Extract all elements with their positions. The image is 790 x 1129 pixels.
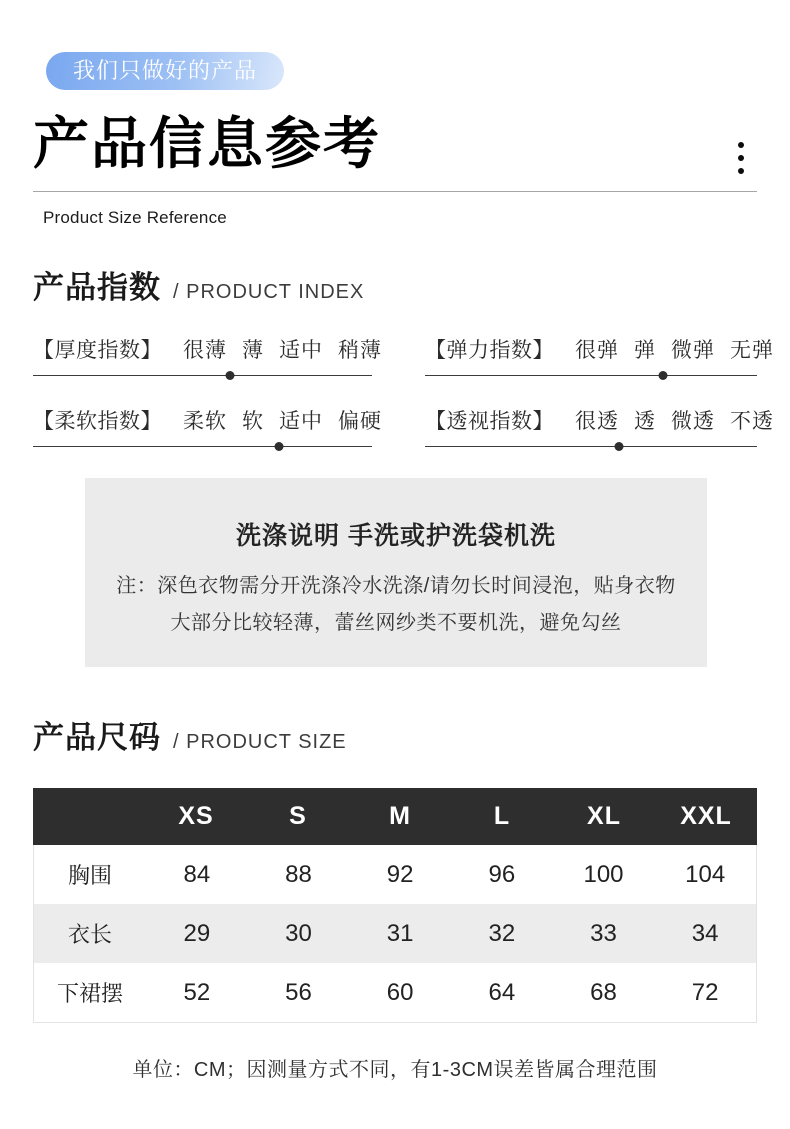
size-table-body <box>33 845 757 1023</box>
washing-title: 洗涤说明 手洗或护洗袋机洗 <box>236 522 556 550</box>
cell-value: 30 <box>285 919 312 947</box>
section-heading-product-size <box>33 712 347 757</box>
cell-value: 31 <box>386 919 414 947</box>
cell-value: 52 <box>183 978 211 1006</box>
cell-value: 88 <box>285 860 312 888</box>
slogan-badge: 我们只做好的产品 <box>46 52 284 90</box>
size-table-header-cell: S <box>289 802 307 830</box>
title-divider <box>33 191 757 192</box>
index-option: 很透 <box>575 410 619 433</box>
index-option: 很弹 <box>575 339 619 362</box>
ellipsis-dot <box>738 168 744 174</box>
index-row-softness <box>33 405 382 447</box>
page-subtitle: Product Size Reference <box>43 208 227 227</box>
index-option: 不透 <box>730 410 774 433</box>
ellipsis-dot <box>738 155 744 161</box>
page-title: 产品信息参考 <box>33 112 381 175</box>
index-option: 无弹 <box>730 339 774 362</box>
unit-note: 单位：CM；因测量方式不同，有1-3CM误差皆属合理范围 <box>132 1059 658 1081</box>
row-label: 胸围 <box>67 863 112 888</box>
index-marker-dot <box>659 371 668 380</box>
product-index-grid <box>33 334 774 447</box>
cell-value: 100 <box>583 860 624 888</box>
index-row-thickness <box>33 334 382 376</box>
size-table-header-cell: XXL <box>680 802 732 830</box>
cell-value: 34 <box>691 919 719 947</box>
index-label: 【弹力指数】 <box>425 339 554 362</box>
cell-value: 96 <box>488 860 516 888</box>
size-table-header-cell: XL <box>587 802 621 830</box>
cell-value: 84 <box>183 860 211 888</box>
section-title-en: / PRODUCT INDEX <box>173 281 365 303</box>
size-table-header-cell: XS <box>178 802 214 830</box>
row-label: 下裙摆 <box>56 981 123 1006</box>
cell-value: 92 <box>386 860 414 888</box>
index-option: 微透 <box>671 410 715 433</box>
size-table-header-row <box>33 788 757 845</box>
cell-value: 33 <box>590 919 617 947</box>
section-heading-product-index <box>33 262 364 307</box>
index-option: 透 <box>634 410 656 433</box>
index-row-elasticity <box>425 334 774 376</box>
size-table-header-cell: L <box>493 802 511 830</box>
cell-value: 29 <box>183 919 211 947</box>
ellipsis-dot <box>738 142 744 148</box>
vertical-ellipsis-icon <box>738 142 744 174</box>
cell-value: 72 <box>691 978 719 1006</box>
table-row-bust <box>34 845 756 904</box>
section-title-zh: 产品指数 <box>33 270 161 305</box>
index-option: 稍薄 <box>338 339 382 362</box>
index-option: 薄 <box>242 339 264 362</box>
index-option: 弹 <box>634 339 656 362</box>
cell-value: 32 <box>488 919 516 947</box>
index-row-transparency <box>425 405 774 447</box>
table-row-length <box>34 904 756 963</box>
cell-value: 64 <box>488 978 516 1006</box>
cell-value: 68 <box>590 978 617 1006</box>
index-option: 微弹 <box>671 339 715 362</box>
index-marker-dot <box>225 371 234 380</box>
index-label: 【透视指数】 <box>425 410 554 433</box>
cell-value: 60 <box>386 978 414 1006</box>
index-label: 【柔软指数】 <box>33 410 162 433</box>
cell-value: 104 <box>685 860 726 888</box>
section-title-zh: 产品尺码 <box>33 720 161 755</box>
index-marker-dot <box>614 442 623 451</box>
index-option: 软 <box>242 410 264 433</box>
section-title-en: / PRODUCT SIZE <box>173 731 347 753</box>
washing-note: 注：深色衣物需分开洗涤冷水洗涤/请勿长时间浸泡，贴身衣物大部分比较轻薄，蕾丝网纱类不要机洗，避免勾丝 <box>116 575 676 634</box>
size-table-header-cell: M <box>389 802 411 830</box>
cell-value: 56 <box>285 978 312 1006</box>
index-marker-dot <box>275 442 284 451</box>
index-option: 柔软 <box>183 410 227 433</box>
size-table <box>33 788 757 1023</box>
washing-instructions-box <box>85 478 707 667</box>
index-label: 【厚度指数】 <box>33 339 162 362</box>
index-option: 很薄 <box>183 339 227 362</box>
index-option: 适中 <box>279 339 323 362</box>
index-option: 适中 <box>279 410 323 433</box>
table-row-hem <box>34 963 756 1022</box>
index-option: 偏硬 <box>338 410 382 433</box>
row-label: 衣长 <box>67 922 112 947</box>
